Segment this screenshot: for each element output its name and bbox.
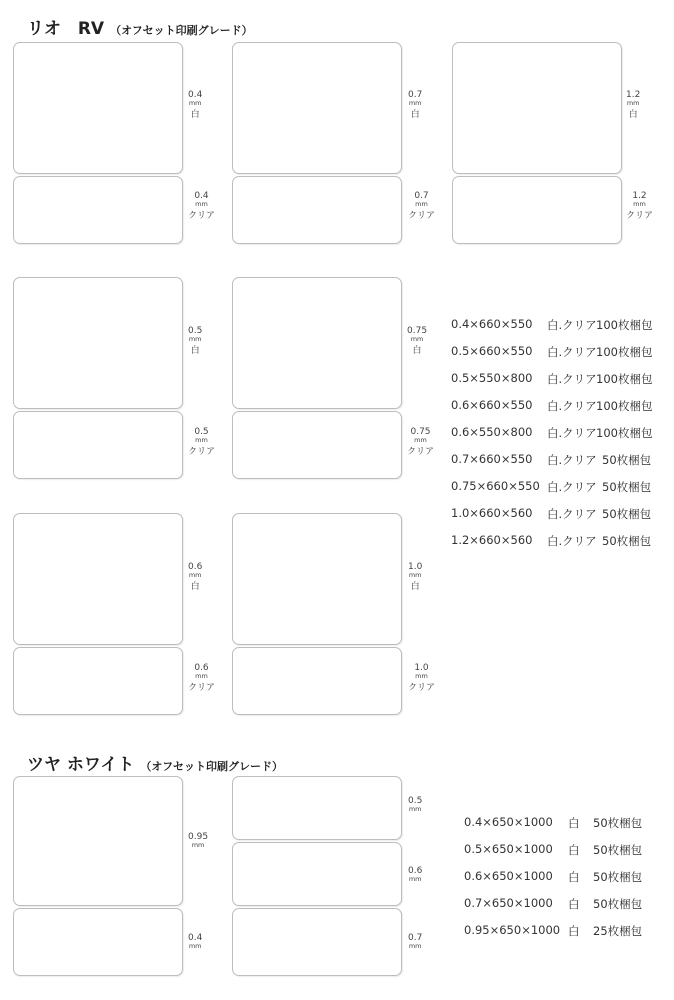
label-1.2-white: 1.2 mm 白: [626, 90, 641, 120]
sheet-0.95: [13, 776, 183, 906]
label-0.6: 0.6 mm: [408, 866, 423, 883]
sheet-0.7-white: [232, 42, 402, 174]
sheet-0.5: [232, 776, 402, 840]
label-0.4: 0.4 mm: [188, 933, 203, 950]
label-0.7: 0.7 mm: [408, 933, 423, 950]
label-0.5: 0.5 mm: [408, 796, 423, 813]
rio-section-title: [27, 14, 253, 39]
sheet-1.2-white: [452, 42, 622, 174]
rio-subtitle: （オフセット印刷グレード）: [110, 24, 253, 37]
label-1.0-clear: 1.0 mm クリア: [408, 663, 436, 693]
label-0.75-clear: 0.75 mm クリア: [407, 427, 435, 457]
sheet-0.75-clear: [232, 411, 402, 479]
label-0.7-white: 0.7 mm 白: [408, 90, 423, 120]
rio-title: リオ RV: [27, 19, 105, 39]
label-0.95: 0.95 mm: [188, 832, 209, 849]
sheet-1.0-clear: [232, 647, 402, 715]
sheet-0.4-clear: [13, 176, 183, 244]
sheet-1.0-white: [232, 513, 402, 645]
label-0.5-clear: 0.5 mm クリア: [188, 427, 216, 457]
sheet-0.7-clear: [232, 176, 402, 244]
sheet-0.6-white: [13, 513, 183, 645]
label-0.6-clear: 0.6 mm クリア: [188, 663, 216, 693]
label-0.6-white: 0.6 mm 白: [188, 562, 203, 592]
sheet-0.5-white: [13, 277, 183, 409]
sheet-0.75-white: [232, 277, 402, 409]
sheet-0.4-white: [13, 42, 183, 174]
label-0.4-white: 0.4 mm 白: [188, 90, 203, 120]
label-1.2-clear: 1.2 mm クリア: [626, 191, 654, 221]
label-0.7-clear: 0.7 mm クリア: [408, 191, 436, 221]
sheet-0.6: [232, 842, 402, 906]
label-0.5-white: 0.5 mm 白: [188, 326, 203, 356]
tsuya-title: ツヤ ホワイト: [27, 755, 135, 775]
label-0.75-white: 0.75 mm 白: [407, 326, 428, 356]
tsuya-subtitle: （オフセット印刷グレード）: [140, 760, 283, 773]
sheet-1.2-clear: [452, 176, 622, 244]
sheet-0.4: [13, 908, 183, 976]
sheet-0.7: [232, 908, 402, 976]
tsuya-section-title: [27, 750, 283, 775]
label-0.4-clear: 0.4 mm クリア: [188, 191, 216, 221]
sheet-0.5-clear: [13, 411, 183, 479]
sheet-0.6-clear: [13, 647, 183, 715]
label-1.0-white: 1.0 mm 白: [408, 562, 423, 592]
